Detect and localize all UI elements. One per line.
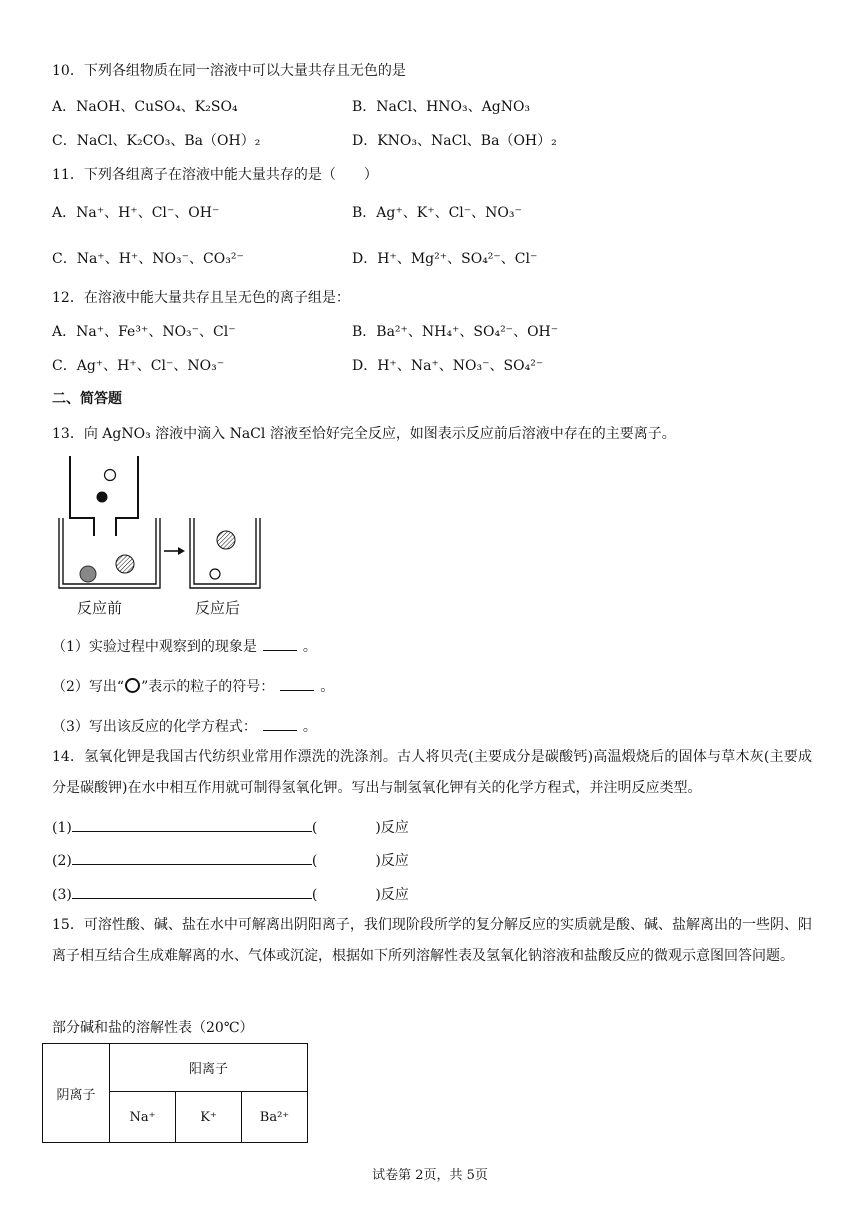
white-particle-after: [210, 569, 220, 579]
cation-k: K⁺: [176, 1092, 242, 1143]
answer-blank-3[interactable]: [263, 718, 297, 731]
q10-option-a: A．NaOH、CuSO₄、K₂SO₄: [52, 99, 238, 115]
q10-option-c: C．NaCl、K₂CO₃、Ba（OH）₂: [52, 133, 261, 149]
q10-option-d: D．KNO₃、NaCl、Ba（OH）₂: [352, 133, 557, 149]
q10-stem: 10．下列各组物质在同一溶液中可以大量共存且无色的是: [52, 63, 406, 79]
cation-ba: Ba²⁺: [242, 1092, 308, 1143]
answer-line-3[interactable]: [72, 884, 312, 899]
q11-option-a: A．Na⁺、H⁺、Cl⁻、OH⁻: [52, 205, 220, 221]
answer-line-2[interactable]: [72, 850, 312, 865]
beaker-before-inner: [63, 518, 156, 584]
q14-line-3: (3) ( )反应: [52, 884, 409, 904]
arrow-head: [178, 547, 185, 555]
dropper-right-wall: [116, 456, 138, 536]
answer-blank-1[interactable]: [263, 638, 297, 651]
q11-option-b: B．Ag⁺、K⁺、Cl⁻、NO₃⁻: [352, 205, 522, 221]
q11-option-c: C．Na⁺、H⁺、NO₃⁻、CO₃²⁻: [52, 251, 244, 267]
ring-particle-icon: [125, 678, 140, 693]
page-footer: 试卷第 2页，共 5页: [372, 1168, 488, 1183]
q12-option-b: B．Ba²⁺、NH₄⁺、SO₄²⁻、OH⁻: [352, 324, 559, 340]
answer-blank-2[interactable]: [280, 678, 314, 691]
q13-sub1: （1）实验过程中观察到的现象是 。: [52, 639, 317, 655]
q11-stem: 11．下列各组离子在溶液中能大量共存的是（ ）: [52, 167, 378, 183]
beaker-after-outer: [190, 518, 260, 588]
q12-option-c: C．Ag⁺、H⁺、Cl⁻、NO₃⁻: [52, 358, 225, 374]
solubility-table: [42, 1043, 308, 1143]
q14-line-1: (1) ( )反应: [52, 817, 409, 837]
white-particle: [105, 470, 116, 481]
section-heading: 二、简答题: [52, 391, 122, 407]
anion-header: 阴离子: [43, 1044, 110, 1143]
q12-stem: 12．在溶液中能大量共存且呈无色的离子组是：: [52, 290, 350, 306]
label-before: 反应前: [77, 599, 123, 617]
q13-sub2: （2）写出“ ”表示的粒子的符号： 。: [52, 679, 335, 695]
beaker-after-inner: [194, 518, 256, 584]
q14-text: 14．氢氧化钾是我国古代纺织业常用作漂洗的洗涤剂。古人将贝壳(主要成分是碳酸钙)高温煅烧后的固体与草木灰(主要成分是碳酸钾)在水中相互作用就可制得氢氧化钾。写出与制氢氧化钾有关的化学方程式，并注明反应类型。: [52, 749, 812, 796]
gray-particle: [80, 566, 96, 582]
table-title: 部分碱和盐的溶解性表（20℃）: [52, 1020, 254, 1036]
label-after: 反应后: [195, 599, 241, 617]
cation-na: Na⁺: [110, 1092, 176, 1143]
dropper-left-wall: [70, 456, 94, 536]
q15-text: 15．可溶性酸、碱、盐在水中可解离出阴阳离子，我们现阶段所学的复分解反应的实质就是酸、碱、盐解离出的一些阴、阳离子相互结合生成难解离的水、气体或沉淀，根据如下所列溶解性表及氢氧化钠溶液和盐酸反应的微观示意图回答问题。: [52, 917, 812, 964]
black-particle: [97, 492, 108, 503]
q12-option-d: D．H⁺、Na⁺、NO₃⁻、SO₄²⁻: [352, 358, 544, 374]
q13-sub3: （3）写出该反应的化学方程式： 。: [52, 719, 317, 735]
beaker-before-outer: [59, 518, 160, 588]
hatched-particle: [116, 555, 134, 573]
q10-option-b: B．NaCl、HNO₃、AgNO₃: [352, 99, 531, 115]
cation-header: 阳离子: [110, 1044, 308, 1092]
q14-line-2: (2) ( )反应: [52, 850, 409, 870]
q13-stem: 13．向 AgNO₃ 溶液中滴入 NaCl 溶液至恰好完全反应，如图表示反应前后溶液中存在的主要离子。: [52, 426, 676, 442]
answer-line-1[interactable]: [72, 817, 312, 832]
q12-option-a: A．Na⁺、Fe³⁺、NO₃⁻、Cl⁻: [52, 324, 236, 340]
hatched-particle-after: [217, 531, 235, 549]
q11-option-d: D．H⁺、Mg²⁺、SO₄²⁻、Cl⁻: [352, 251, 538, 267]
